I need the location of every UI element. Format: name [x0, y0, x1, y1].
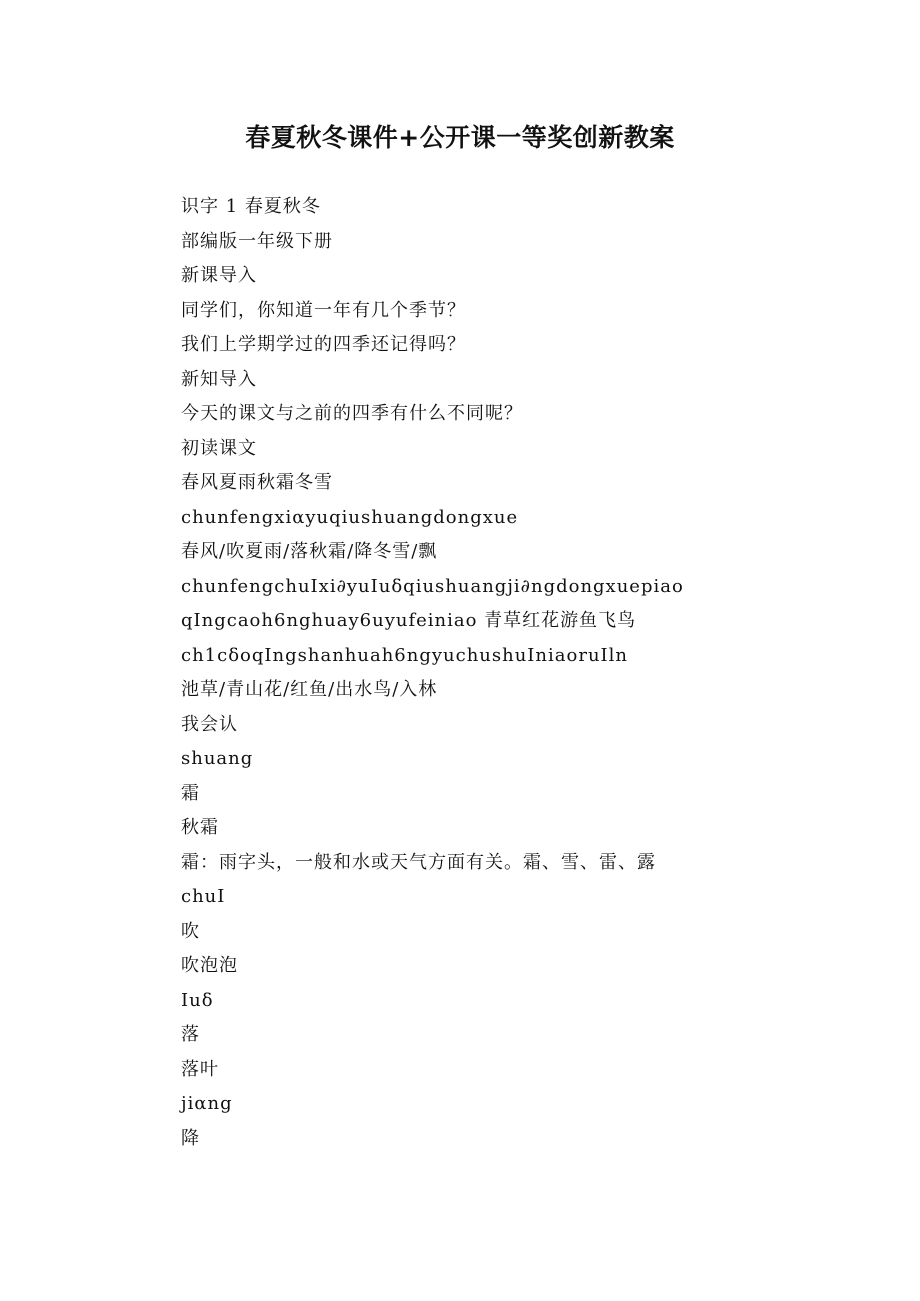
text-line: 霜 [181, 782, 200, 804]
text-line: chunfengchuIxi∂yuIuδqiushuangji∂ngdongxuepiao [181, 575, 684, 597]
text-line: 识字 1 春夏秋冬 [181, 196, 321, 217]
text-line: 秋霜 [181, 817, 219, 838]
text-line: jiαng [181, 1093, 233, 1114]
text-line: ch1cδoqIngshanhuah6ngyuchushuIniaoruIln [181, 644, 628, 666]
text-line: chuI [181, 886, 226, 907]
text-line: 落叶 [181, 1058, 219, 1080]
text-line: 我会认 [181, 713, 238, 735]
text-line: chunfengxiαyuqiushuangdongxue [181, 506, 519, 528]
text-line: 同学们，你知道一年有几个季节？ [181, 299, 466, 321]
text-line: 吹 [181, 920, 200, 942]
text-line: 吹泡泡 [181, 955, 238, 976]
text-line: 春风/吹夏雨/落秋霜/降冬雪/飘 [181, 541, 438, 562]
text-line: shuang [181, 748, 254, 769]
text-line: 降 [181, 1127, 200, 1149]
text-line: 我们上学期学过的四季还记得吗？ [181, 334, 466, 355]
document-body [181, 190, 881, 1156]
text-line: 今天的课文与之前的四季有什么不同呢？ [181, 403, 523, 424]
text-line: 落 [181, 1024, 200, 1045]
text-line: Iuδ [181, 989, 214, 1011]
text-line: 部编版一年级下册 [181, 230, 333, 252]
text-line: 初读课文 [181, 437, 257, 459]
text-line: 新课导入 [181, 265, 257, 286]
text-line: 新知导入 [181, 368, 257, 390]
text-line: 池草/青山花/红鱼/出水鸟/入林 [181, 679, 438, 700]
text-line: 霜：雨字头，一般和水或天气方面有关。霜、雪、雷、露 [181, 851, 656, 873]
text-line: 春风夏雨秋霜冬雪 [181, 472, 333, 493]
text-line: qIngcaoh6nghuay6uyufeiniao 青草红花游鱼飞鸟 [181, 610, 637, 631]
document-title: 春夏秋冬课件+公开课一等奖创新教案 [245, 123, 675, 152]
